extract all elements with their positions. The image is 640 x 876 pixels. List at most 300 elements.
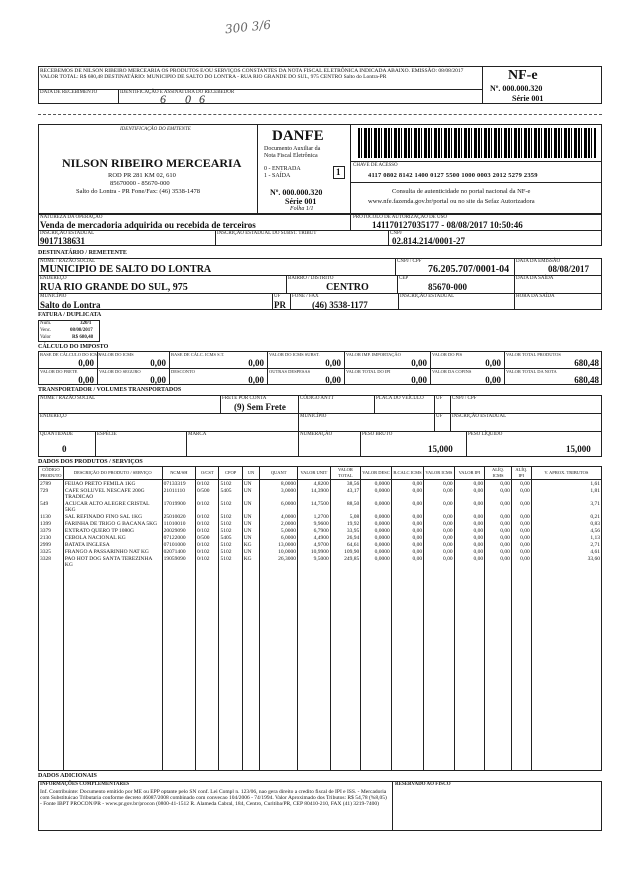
table-cell: BATATA INGLESA	[63, 541, 162, 548]
chave-consulta2: www.nfe.fazenda.gov.br/portal ou no site da Sefaz Autorizadora	[368, 198, 535, 205]
table-cell: 38,56	[330, 480, 361, 488]
table-cell: 4,9700	[298, 541, 331, 548]
table-cell: 1,61	[531, 480, 601, 488]
produtos-section: DADOS DOS PRODUTOS / SERVIÇOS	[38, 459, 143, 465]
table-cell: 26,94	[330, 534, 361, 541]
imposto-label: VALOR DO FRETE	[40, 369, 78, 374]
transp-placa-label: PLACA DO VEÍCULO	[376, 396, 424, 401]
table-cell: 0,00	[485, 513, 512, 520]
natureza-label: NATUREZA DA OPERAÇÃO	[40, 215, 103, 220]
table-cell: 0,00	[485, 548, 512, 555]
table-cell: UN	[242, 480, 260, 488]
produtos-header: CFOP	[219, 467, 242, 480]
imposto-label: VALOR DO SEGURO	[99, 369, 141, 374]
table-cell: 5102	[219, 480, 242, 488]
table-cell: UN	[242, 500, 260, 513]
table-row	[39, 500, 602, 513]
table-cell: FRANGO A PASSARINHO NAT KG	[63, 548, 162, 555]
imposto-label: OUTRAS DESPESAS	[269, 369, 311, 374]
emitente-label: IDENTIFICAÇÃO DO EMITENTE	[120, 127, 191, 132]
transp-numeracao-label: NUMERAÇÃO	[300, 432, 333, 437]
fatura-valor: R$ 680,48	[72, 335, 94, 340]
table-cell: 0,00	[485, 487, 512, 500]
dest-cep: 85670-000	[428, 282, 467, 292]
table-cell: 0/102	[196, 480, 219, 488]
table-filler-row	[39, 568, 602, 770]
transp-ie-label: INSCRIÇÃO ESTADUAL	[452, 414, 507, 419]
dest-fone-label: FONE / FAX	[292, 294, 319, 299]
produtos-header: O/CST	[196, 467, 219, 480]
dest-endereco-label: ENDEREÇO	[40, 276, 67, 281]
produtos-header: VALOR UNIT	[298, 467, 331, 480]
table-cell: 0,0000	[361, 555, 392, 568]
ie-st-label: INSCRIÇÃO ESTADUAL DO SUBST. TRIBUT	[217, 231, 317, 236]
table-cell: 0,0000	[361, 487, 392, 500]
dest-uf: PR	[274, 300, 286, 310]
table-cell: 19,92	[330, 520, 361, 527]
imposto-value: 0,00	[325, 358, 341, 368]
table-cell: 249,85	[330, 555, 361, 568]
dest-bairro: CENTRO	[326, 282, 369, 293]
table-cell: 33,60	[531, 555, 601, 568]
table-cell: FARINHA DE TRIGO G BACANA 5KG	[63, 520, 162, 527]
fisco-label: RESERVADO AO FISCO	[395, 782, 451, 787]
table-cell: 0,00	[511, 480, 531, 488]
imposto-label: VALOR DA COFINS	[432, 369, 472, 374]
table-cell: 0,00	[424, 480, 455, 488]
table-cell: 0,00	[511, 520, 531, 527]
ie-valor: 9017138631	[40, 236, 85, 246]
dest-cnpj: 76.205.707/0001-04	[428, 264, 510, 275]
table-cell: 0,00	[391, 480, 423, 488]
table-cell: 0,0000	[361, 480, 392, 488]
dest-endereco: RUA RIO GRANDE DO SUL, 975	[40, 282, 188, 293]
table-cell: 0,00	[454, 534, 485, 541]
table-row	[39, 541, 602, 548]
table-cell: UN	[242, 534, 260, 541]
table-cell: 88,50	[330, 500, 361, 513]
table-cell: 729	[39, 487, 64, 500]
table-cell: 0,00	[391, 541, 423, 548]
produtos-header: QUANT	[260, 467, 298, 480]
dest-uf-label: UF	[274, 294, 281, 299]
produtos-header: V. APROX. TRIBUTOS	[531, 467, 601, 480]
table-cell: 17019900	[162, 500, 195, 513]
transp-qtd-label: QUANTIDADE	[40, 432, 74, 437]
table-cell: 0,00	[454, 527, 485, 534]
table-cell: 13,0000	[260, 541, 298, 548]
table-cell: 0,00	[391, 500, 423, 513]
danfe-entrada: 0 - ENTRADA	[264, 166, 301, 172]
fatura-venc-label: Venc.	[40, 328, 52, 333]
imposto-label: VALOR DO ICMS	[99, 352, 134, 357]
transp-peso-liquido: 15,000	[566, 444, 591, 454]
table-cell: 5102	[219, 555, 242, 568]
produtos-header: DESCRIÇÃO DO PRODUTO / SERVIÇO	[63, 467, 162, 480]
table-cell: 0,00	[511, 541, 531, 548]
table-cell: KG	[242, 541, 260, 548]
imposto-value: 0,00	[78, 375, 94, 385]
table-cell: 0/102	[196, 520, 219, 527]
fatura-num-label: Num.	[40, 321, 52, 326]
transp-qtd: 0	[62, 444, 67, 454]
danfe-title: DANFE	[272, 128, 324, 144]
transp-frete-label: FRETE POR CONTA	[222, 396, 267, 401]
table-cell: 14,3900	[298, 487, 331, 500]
table-cell: EXTRATO QUERO TP 1080G	[63, 527, 162, 534]
table-cell: 0,00	[424, 534, 455, 541]
imposto-label: VALOR TOTAL DO IPI	[346, 369, 391, 374]
emitente-linha3: Salto do Lontra - PR Fone/Fax: (46) 3538-1478	[76, 188, 201, 195]
table-cell: 0,00	[424, 541, 455, 548]
fatura-venc: 08/08/2017	[70, 328, 93, 333]
table-cell: 0,00	[424, 527, 455, 534]
imposto-value: 0,00	[325, 375, 341, 385]
produtos-header: VALOR ICMS	[424, 467, 455, 480]
table-cell: 19059090	[162, 555, 195, 568]
imposto-label: DESCONTO	[171, 369, 195, 374]
table-cell: 1,13	[531, 534, 601, 541]
table-cell: CAFE SOLUVEL NESCAFE 200G TRADICAO	[63, 487, 162, 500]
transp-cnpj-label: CNPJ / CPF	[452, 396, 477, 401]
ie-label: INSCRIÇÃO ESTADUAL	[40, 231, 95, 236]
table-cell: 5102	[219, 548, 242, 555]
table-cell: ACUCAR ALTO ALEGRE CRISTAL 5KG	[63, 500, 162, 513]
table-cell: 0/102	[196, 541, 219, 548]
transp-uf-label: UF	[436, 396, 443, 401]
fatura-section: FATURA / DUPLICATA	[38, 312, 102, 318]
table-cell: 0,00	[454, 487, 485, 500]
table-cell: 0,00	[511, 555, 531, 568]
danfe-sub1: Documento Auxiliar da	[264, 146, 321, 152]
table-cell: 5405	[219, 487, 242, 500]
imposto-value: 0,00	[248, 375, 264, 385]
table-cell: 4,8200	[298, 480, 331, 488]
table-cell: 0,00	[511, 487, 531, 500]
table-cell: 109,90	[330, 548, 361, 555]
table-cell: 0/102	[196, 500, 219, 513]
imposto-value: 0,00	[150, 358, 166, 368]
table-cell: 5,08	[330, 513, 361, 520]
dest-fone: (46) 3538-1177	[312, 300, 368, 310]
danfe-folha: Folha 1/1	[290, 206, 314, 212]
dest-municipio-label: MUNICÍPIO	[40, 294, 67, 299]
table-cell: 2130	[39, 534, 64, 541]
table-cell: 0/500	[196, 487, 219, 500]
table-row	[39, 520, 602, 527]
table-cell: 14,7500	[298, 500, 331, 513]
table-cell: 5102	[219, 541, 242, 548]
imposto-label: VALOR DO ICMS SUBST.	[269, 352, 320, 357]
table-row	[39, 548, 602, 555]
imposto-value: 680,48	[574, 358, 599, 368]
table-cell: 6,0000	[260, 534, 298, 541]
table-cell: 0,00	[454, 480, 485, 488]
imposto-value: 0,00	[485, 375, 501, 385]
fatura-valor-label: Valor	[40, 335, 51, 340]
table-cell: 0,00	[424, 548, 455, 555]
emitente-linha2: 85670000 - 85670-000	[110, 180, 170, 187]
protocolo-valor: 141170127035177 - 08/08/2017 10:50:46	[372, 220, 523, 230]
table-row	[39, 513, 602, 520]
table-cell: 549	[39, 500, 64, 513]
transp-municipio-label: MUNICÍPIO	[300, 414, 327, 419]
barcode	[358, 128, 596, 158]
table-cell: UN	[242, 520, 260, 527]
produtos-table	[38, 466, 602, 770]
produtos-header: NCM/SH	[162, 467, 195, 480]
table-cell: 3,71	[531, 500, 601, 513]
table-cell: 0,00	[454, 520, 485, 527]
table-cell: 1399	[39, 520, 64, 527]
transportador-section: TRANSPORTADOR / VOLUMES TRANSPORTADOS	[38, 387, 182, 393]
danfe-saida: 1 - SAÍDA	[264, 173, 291, 179]
table-cell: 0,00	[391, 513, 423, 520]
table-cell: UN	[242, 487, 260, 500]
fatura-num: 320/1	[80, 321, 92, 326]
imposto-value: 0,00	[411, 375, 427, 385]
table-cell: 0,00	[511, 513, 531, 520]
identificacao-label: IDENTIFICAÇÃO E ASSINATURA DO RECEBEDOR	[120, 90, 235, 95]
produtos-header: UN	[242, 467, 260, 480]
table-cell: 0,00	[424, 500, 455, 513]
table-cell: 0,00	[485, 534, 512, 541]
table-cell: 4,56	[531, 527, 601, 534]
data-recebimento-label: DATA DE RECEBIMENTO	[40, 90, 98, 95]
table-cell: 0,00	[454, 513, 485, 520]
table-cell: 5102	[219, 520, 242, 527]
table-cell: 0,0000	[361, 541, 392, 548]
table-cell: 0,0000	[361, 513, 392, 520]
table-cell: 07133319	[162, 480, 195, 488]
imposto-label: VALOR DO PIS	[432, 352, 463, 357]
table-cell: 0/500	[196, 534, 219, 541]
canhoto-numero: Nº. 000.000.320	[490, 84, 543, 93]
table-cell: 0,00	[424, 555, 455, 568]
table-cell: 3325	[39, 548, 64, 555]
dest-saida-label: DATA DA SAÍDA	[516, 276, 554, 281]
chave-valor: 4117 0802 8142 1400 0127 5500 1000 0003 2012 5279 2359	[368, 172, 538, 179]
canhoto-text: RECEBEMOS DE NILSON RIBEIRO MERCEARIA OS PRODUTOS E/OU SERVIÇOS CONSTANTES DA NOTA FISCAL ELETRÔNICA INDICADA ABAIXO. EMISSÃO: 08/08/2017 VALOR TOTAL: R$ 680,48 DESTINATÁRIO: MUNICIPIO DE SALTO DO LONTRA - RUA RIO GRANDE DO SUL, 975 CENTRO Salto do Lontra-PR	[40, 68, 464, 80]
transp-antt-label: CÓDIGO ANTT	[300, 396, 334, 401]
table-cell: 0,00	[424, 520, 455, 527]
table-cell: UN	[242, 527, 260, 534]
canhoto-nfe-label: NF-e	[508, 68, 538, 83]
imposto-section: CÁLCULO DO IMPOSTO	[38, 344, 109, 350]
dest-municipio: Salto do Lontra	[40, 300, 101, 310]
transp-peso-bruto: 15,000	[428, 444, 453, 454]
imposto-label: VALOR TOTAL DA NOTA	[506, 369, 557, 374]
table-cell: 0,00	[391, 534, 423, 541]
table-cell: 0/102	[196, 555, 219, 568]
table-cell: 0,00	[391, 527, 423, 534]
table-cell: 0,00	[511, 534, 531, 541]
produtos-header: VALOR IPI	[454, 467, 485, 480]
table-cell: 0,00	[391, 520, 423, 527]
transp-endereco-label: ENDEREÇO	[40, 414, 67, 419]
transp-peso-liquido-label: PESO LÍQUIDO	[468, 432, 503, 437]
dest-nome: MUNICIPIO DE SALTO DO LONTRA	[40, 264, 212, 275]
table-cell: 0/102	[196, 548, 219, 555]
table-cell: 4,4900	[298, 534, 331, 541]
table-cell: 0,00	[511, 548, 531, 555]
destinatario-section: DESTINATÁRIO / REMETENTE	[38, 250, 127, 256]
table-cell: 3,0000	[260, 487, 298, 500]
table-cell: 2999	[39, 541, 64, 548]
table-cell: 1,81	[531, 487, 601, 500]
table-cell: 0,00	[511, 500, 531, 513]
protocolo-label: PROTOCOLO DE AUTORIZAÇÃO DE USO	[353, 215, 447, 220]
table-cell: 2,0000	[260, 520, 298, 527]
table-cell: 64,61	[330, 541, 361, 548]
table-cell: 10,9900	[298, 548, 331, 555]
imposto-label: VALOR IMP. IMPORTAÇÃO	[346, 352, 401, 357]
table-cell: 0,00	[391, 487, 423, 500]
imposto-value: 0,00	[485, 358, 501, 368]
table-cell: 8,0000	[260, 480, 298, 488]
table-cell: UN	[242, 513, 260, 520]
danfe-sub2: Nota Fiscal Eletrônica	[264, 153, 318, 159]
transp-uf2-label: UF	[436, 414, 443, 419]
table-cell: 4,61	[531, 548, 601, 555]
table-cell: 07122000	[162, 534, 195, 541]
dest-nome-label: NOME / RAZÃO SOCIAL	[40, 259, 96, 264]
table-cell: 6,0000	[260, 500, 298, 513]
dest-ie-label: INSCRIÇÃO ESTADUAL	[400, 294, 455, 299]
table-cell: 0,00	[454, 500, 485, 513]
table-cell: 5405	[219, 534, 242, 541]
table-cell: 0,00	[391, 548, 423, 555]
transp-especie-label: ESPÉCIE	[97, 432, 117, 437]
produtos-header: ALÍQ. ICMS	[485, 467, 512, 480]
table-cell: 0,0000	[361, 548, 392, 555]
info-label: INFORMAÇÕES COMPLEMENTARES	[40, 782, 130, 787]
table-cell: 11010010	[162, 520, 195, 527]
table-cell: 3379	[39, 527, 64, 534]
table-cell: 0,00	[391, 555, 423, 568]
table-cell: 0,21	[531, 513, 601, 520]
cnpj-label: CNPJ	[390, 231, 402, 236]
table-cell: 6,7900	[298, 527, 331, 534]
table-cell: 3328	[39, 555, 64, 568]
danfe-serie: Série 001	[285, 197, 317, 206]
transportador-box	[38, 395, 602, 457]
emitente-nome: NILSON RIBEIRO MERCEARIA	[62, 156, 242, 170]
table-cell: 0,0000	[361, 534, 392, 541]
produtos-header: CÓDIGO PRODUTO	[40, 467, 62, 478]
table-row	[39, 487, 602, 500]
table-cell: 5102	[219, 500, 242, 513]
table-cell: 2789	[39, 480, 64, 488]
info-text: Inf. Contribuinte: Documento emitido por ME ou EPP optante pelo SN conf. Lei Compl n. 123/06, nao gera direito a credito fiscal de IPI e ISS. - Mercadoria com Substituicao Tributaria conforme decreto 46087/2008 combinado com convecao 104/2006 - 74/1994. Valor Aproximado dos Tributos: R$ 54,78 (%8,05) - Fonte IBPT PROCON/PR - www.pr.gov.br/procon (0800-41-1512 R. Alameda Cabral, 184, Centro, Curitiba/PR, CEP 80410-210, FAX (41) 3219-7400)	[40, 789, 387, 808]
dest-bairro-label: BAIRRO / DISTRITO	[288, 276, 334, 281]
table-row	[39, 527, 602, 534]
imposto-label: BASE DE CÁLC. ICMS S.T.	[171, 352, 225, 357]
table-cell: 0,00	[485, 520, 512, 527]
table-cell: 9,5000	[298, 555, 331, 568]
table-cell: 0/102	[196, 527, 219, 534]
imposto-value: 0,00	[150, 375, 166, 385]
dest-emissao: 08/08/2017	[548, 264, 590, 274]
dest-emissao-label: DATA DA EMISSÃO	[516, 259, 561, 264]
table-row	[39, 480, 602, 488]
table-row	[39, 555, 602, 568]
chave-label: CHAVE DE ACESSO	[353, 163, 398, 168]
dest-cnpj-label: CNPJ / CPF	[397, 259, 422, 264]
table-cell: 5102	[219, 513, 242, 520]
table-cell: 0/102	[196, 513, 219, 520]
imposto-label: VALOR TOTAL PRODUTOS	[506, 352, 561, 357]
table-cell: 21011110	[162, 487, 195, 500]
dest-cep-label: CEP	[399, 276, 409, 281]
danfe-numero: Nº. 000.000.320	[270, 188, 323, 197]
table-cell: 0,0000	[361, 520, 392, 527]
table-cell: 5102	[219, 527, 242, 534]
natureza-valor: Venda de mercadoria adquirida ou recebida de terceiros	[40, 220, 256, 230]
table-cell: 0,00	[454, 555, 485, 568]
adicionais-section: DADOS ADICIONAIS	[38, 773, 97, 779]
table-cell: 0,00	[511, 527, 531, 534]
table-cell: 0,0000	[361, 500, 392, 513]
table-cell: PAO HOT DOG SANTA TEREZINHA KG	[63, 555, 162, 568]
table-cell: 02071400	[162, 548, 195, 555]
table-cell: 26,3000	[260, 555, 298, 568]
produtos-header: ALÍQ. IPI	[511, 467, 531, 480]
transp-marca-label: MARCA	[188, 432, 207, 437]
table-cell: FEIJAO PRETO FEMILA 1KG	[63, 480, 162, 488]
table-cell: 5,0000	[260, 527, 298, 534]
table-cell: 0,00	[485, 500, 512, 513]
table-cell: 25010020	[162, 513, 195, 520]
imposto-value: 0,00	[78, 358, 94, 368]
transp-peso-bruto-label: PESO BRUTO	[362, 432, 393, 437]
imposto-value: 680,48	[574, 375, 599, 385]
handwritten-note: 300 3/6	[224, 17, 272, 37]
table-cell: 0,0000	[361, 527, 392, 534]
table-cell: 9,9600	[298, 520, 331, 527]
imposto-value: 0,00	[248, 358, 264, 368]
transp-frete: (9) Sem Frete	[234, 402, 286, 412]
imposto-label: BASE DE CÁLCULO DO ICMS	[40, 352, 101, 357]
signature: 6 06	[160, 92, 213, 106]
table-cell: 20029090	[162, 527, 195, 534]
table-cell: 0,00	[424, 487, 455, 500]
table-cell: 10,0000	[260, 548, 298, 555]
transp-nome-label: NOME / RAZÃO SOCIAL	[40, 396, 96, 401]
dest-hora-label: HORA DA SAÍDA	[516, 294, 555, 299]
table-cell: 0,00	[454, 548, 485, 555]
chave-consulta1: Consulta de autenticidade no portal nacional da NF-e	[392, 188, 531, 195]
table-cell: 33,95	[330, 527, 361, 534]
table-cell: 2,71	[531, 541, 601, 548]
produtos-header: VALOR DESC	[361, 467, 392, 480]
table-cell: 0,00	[454, 541, 485, 548]
table-cell: 0,00	[485, 541, 512, 548]
table-cell: SAL REFINADO FINO SAL 1KG	[63, 513, 162, 520]
table-cell: CEBOLA NACIONAL KG	[63, 534, 162, 541]
table-cell: 4,0000	[260, 513, 298, 520]
table-cell: 0,00	[485, 480, 512, 488]
table-cell: 0,83	[531, 520, 601, 527]
table-cell: 1130	[39, 513, 64, 520]
table-cell: 0,00	[485, 527, 512, 534]
table-cell: 0,00	[485, 555, 512, 568]
table-cell: 1,2700	[298, 513, 331, 520]
table-row	[39, 534, 602, 541]
emitente-linha1: ROD PR 281 KM 02, 610	[108, 172, 176, 179]
table-cell: 07101000	[162, 541, 195, 548]
imposto-value: 0,00	[411, 358, 427, 368]
